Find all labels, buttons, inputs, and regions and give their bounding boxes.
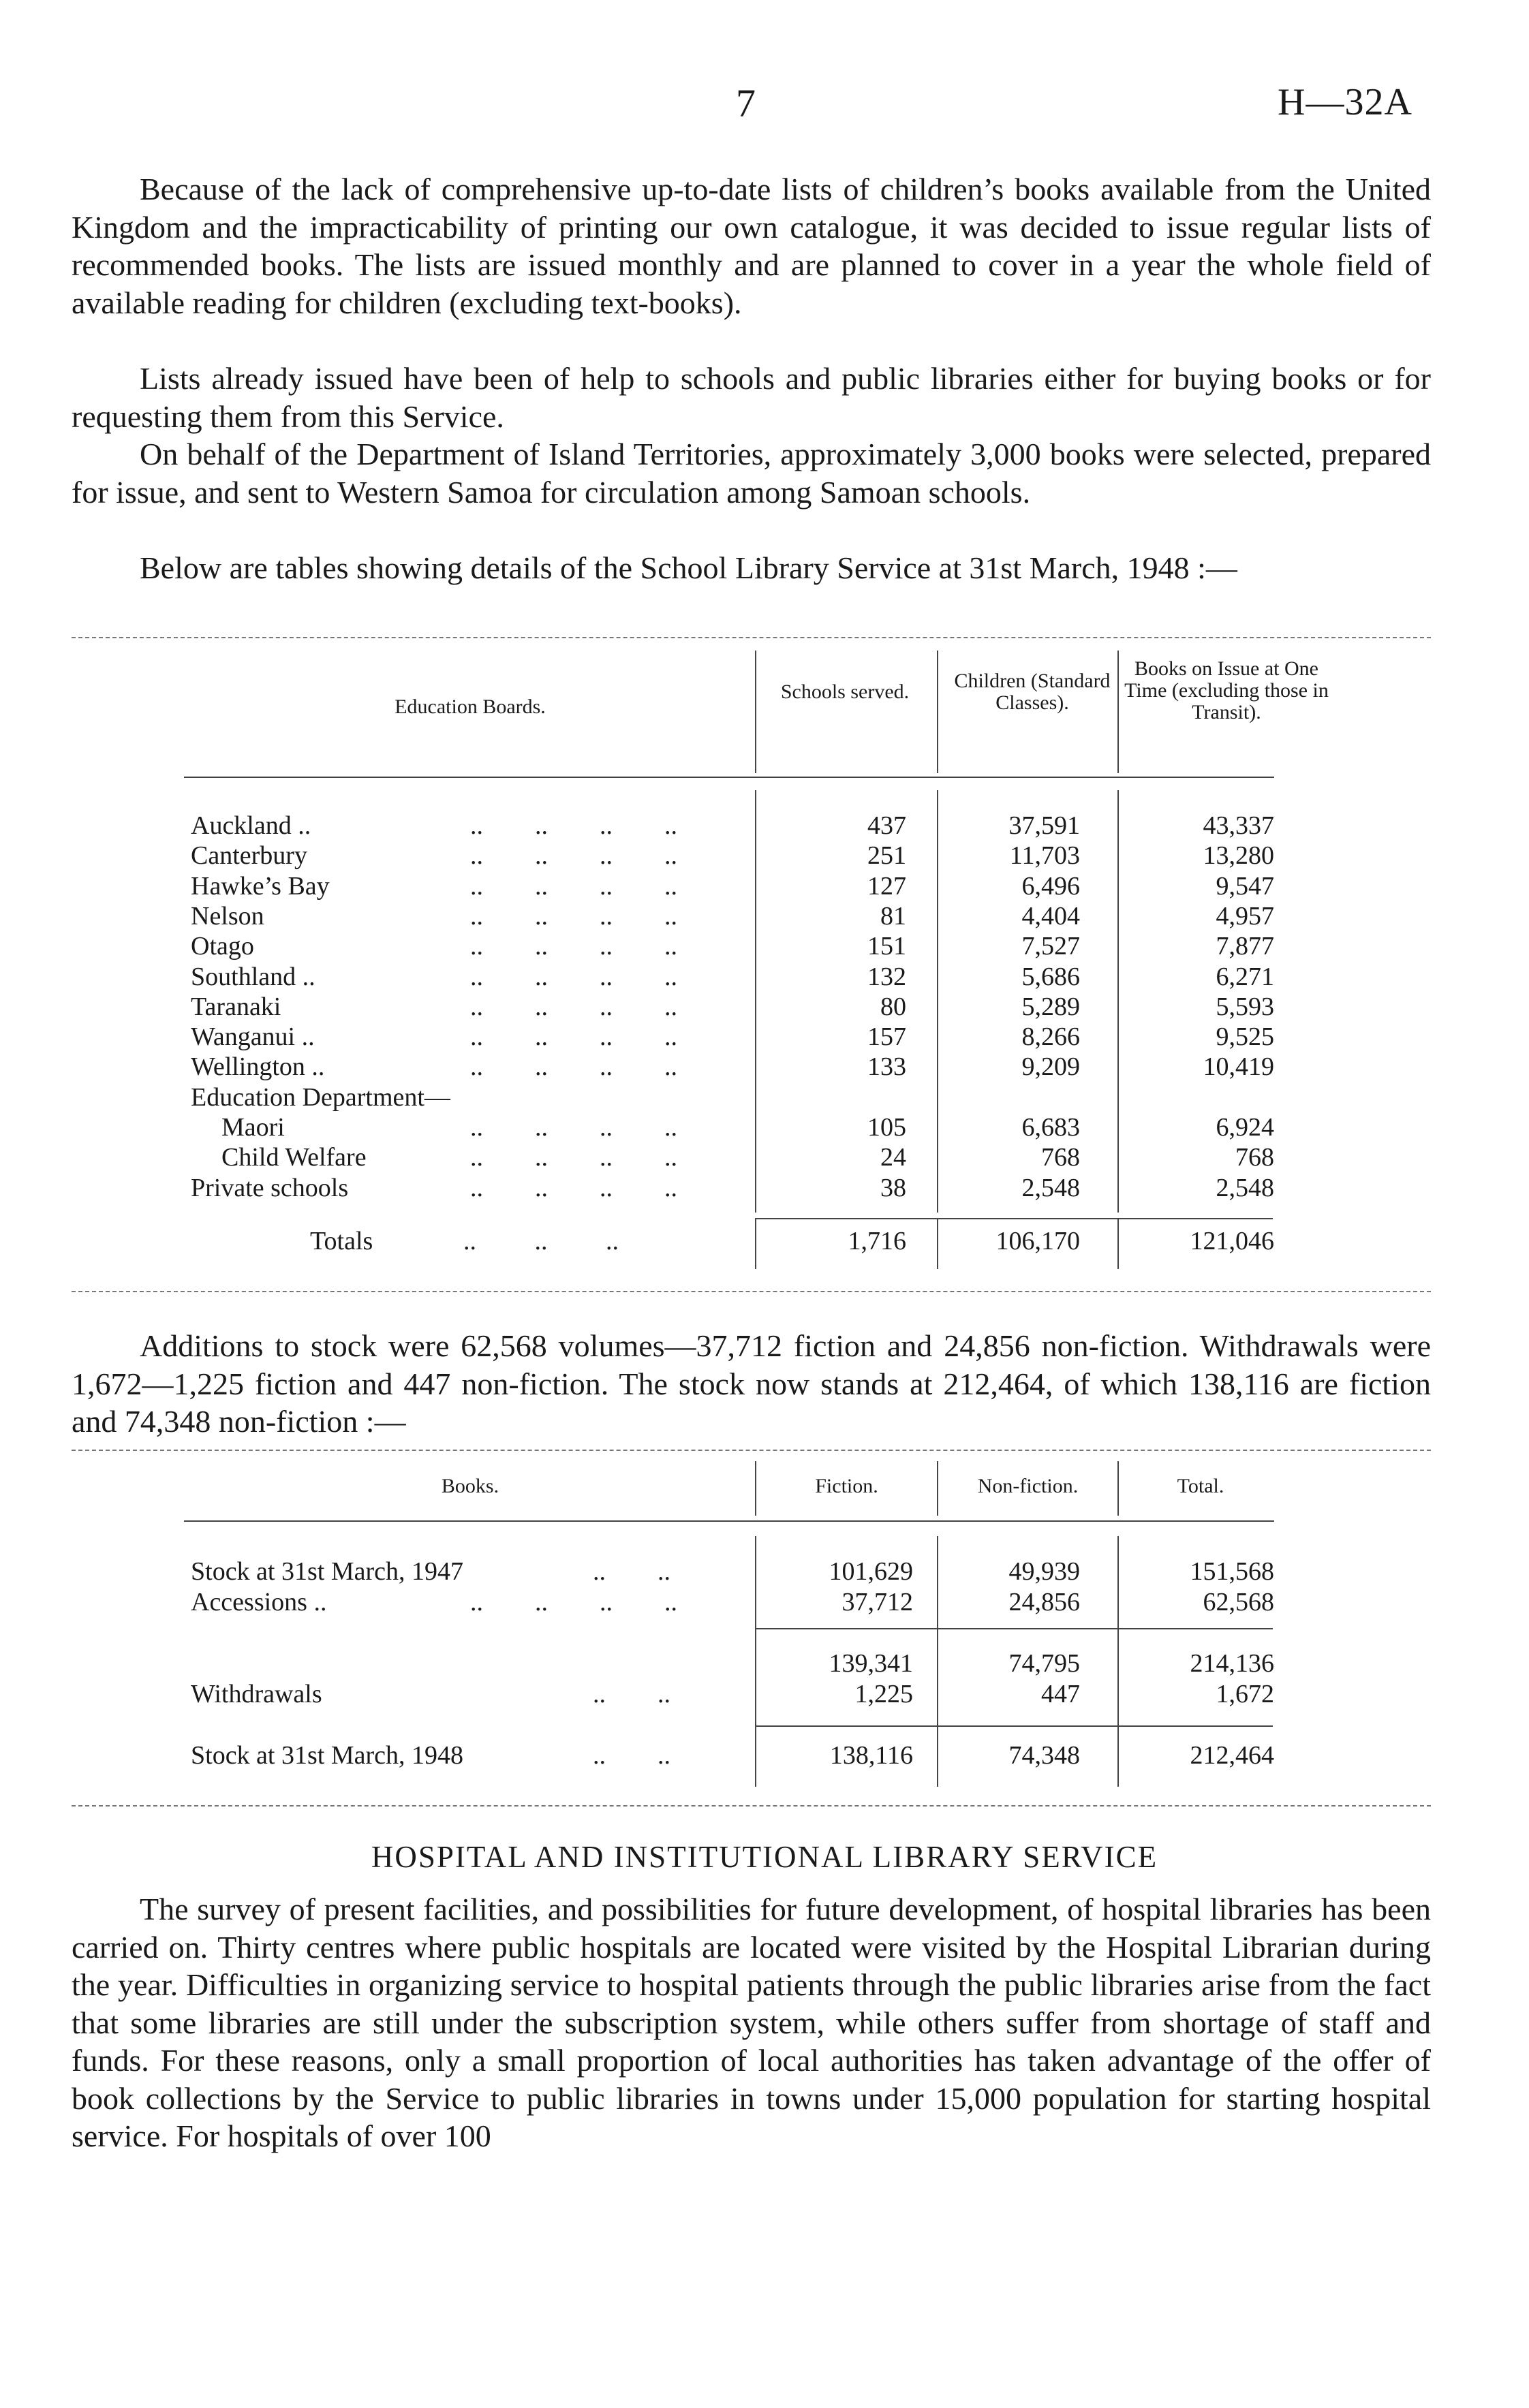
leader-dots: .. .. .. .. bbox=[470, 1588, 677, 1616]
stock-row-label: Accessions .. bbox=[191, 1588, 327, 1616]
column-divider bbox=[755, 1461, 756, 1516]
column-divider bbox=[937, 651, 938, 773]
nonfiction-value: 24,856 bbox=[1008, 1588, 1080, 1616]
leader-dots: .. .. .. .. bbox=[470, 992, 677, 1021]
nonfiction-value: 74,348 bbox=[1008, 1741, 1080, 1770]
board-name: Maori bbox=[221, 1113, 285, 1142]
total-value: 214,136 bbox=[1190, 1649, 1274, 1678]
schools-served: 251 bbox=[867, 841, 906, 871]
paragraph bbox=[72, 549, 1431, 587]
total-value: 1,672 bbox=[1216, 1680, 1274, 1708]
children-count: 768 bbox=[1041, 1143, 1080, 1172]
totals-rule bbox=[755, 1218, 1273, 1219]
header-rule bbox=[184, 1520, 1274, 1522]
section-heading: HOSPITAL AND INSTITUTIONAL LIBRARY SERVICE bbox=[371, 1840, 1158, 1874]
schools-served: 80 bbox=[880, 992, 906, 1021]
board-name: Wanganui .. bbox=[191, 1022, 315, 1052]
column-divider bbox=[937, 1461, 938, 1516]
header-children: Children (Standard Classes). bbox=[954, 670, 1111, 714]
paragraph bbox=[72, 170, 1431, 322]
board-name: Hawke’s Bay bbox=[191, 871, 330, 901]
header-total: Total. bbox=[1177, 1475, 1224, 1497]
column-divider bbox=[755, 651, 756, 773]
paragraph bbox=[72, 435, 1431, 511]
fiction-value: 139,341 bbox=[829, 1649, 913, 1678]
leader-dots: .. .. .. .. bbox=[470, 841, 677, 871]
leader-dots: .. .. bbox=[593, 1557, 670, 1586]
paragraph bbox=[72, 1890, 1431, 2155]
schools-served: 437 bbox=[867, 811, 906, 840]
paragraph-text: Below are tables showing details of the School Library Service at 31st March, 1948 :— bbox=[140, 550, 1237, 585]
column-divider bbox=[1117, 651, 1119, 773]
fiction-value: 37,712 bbox=[841, 1588, 913, 1616]
board-name: Education Department— bbox=[191, 1082, 450, 1112]
column-divider bbox=[1117, 1461, 1119, 1516]
books-on-issue: 7,877 bbox=[1216, 932, 1274, 961]
paragraph bbox=[72, 1327, 1431, 1441]
fiction-value: 138,116 bbox=[829, 1741, 913, 1770]
total-value: 151,568 bbox=[1190, 1557, 1274, 1586]
leader-dots: .. .. .. .. bbox=[470, 1022, 677, 1052]
leader-dots: .. .. bbox=[593, 1680, 670, 1708]
children-count: 6,683 bbox=[1021, 1113, 1080, 1142]
header-rule bbox=[184, 777, 1274, 778]
leader-dots: .. .. .. .. bbox=[470, 901, 677, 931]
leader-dots: .. .. .. .. bbox=[470, 1052, 677, 1082]
subtotal-rule bbox=[755, 1725, 1273, 1727]
stock-row-label: Withdrawals bbox=[191, 1680, 322, 1708]
books-on-issue: 9,525 bbox=[1216, 1022, 1274, 1052]
total-value: 62,568 bbox=[1203, 1588, 1274, 1616]
column-divider bbox=[1117, 1218, 1119, 1269]
column-divider bbox=[937, 1536, 938, 1787]
column-divider bbox=[755, 790, 756, 1213]
leader-dots: .. .. .. .. bbox=[470, 811, 677, 840]
table-bottom-rule bbox=[72, 1291, 1431, 1292]
stock-row-label: Stock at 31st March, 1947 bbox=[191, 1557, 464, 1586]
books-on-issue: 2,548 bbox=[1216, 1173, 1274, 1202]
paragraph-text: Lists already issued have been of help to schools and public libraries either for buying books or for requesting them from this Service. bbox=[72, 361, 1431, 434]
board-name: Otago bbox=[191, 932, 254, 961]
board-name: Nelson bbox=[191, 901, 264, 931]
children-count: 11,703 bbox=[1009, 841, 1080, 871]
schools-served: 132 bbox=[867, 962, 906, 991]
column-divider bbox=[1117, 790, 1119, 1213]
board-name: Southland .. bbox=[191, 962, 315, 991]
paragraph-text: Additions to stock were 62,568 volumes—37,712 fiction and 24,856 non-fiction. Withdrawals were 1,672—1,225 fiction and 447 non-fiction. The stock now stands at 212,464, of which 138,116 are fiction and 74,348 non-fiction :— bbox=[72, 1328, 1431, 1439]
header-education-boards: Education Boards. bbox=[395, 695, 546, 718]
table-bottom-rule bbox=[72, 1805, 1431, 1807]
leader-dots: .. .. .. .. bbox=[470, 1143, 677, 1172]
paragraph bbox=[72, 360, 1431, 435]
schools-served: 151 bbox=[867, 932, 906, 961]
children-count: 5,289 bbox=[1021, 992, 1080, 1021]
totals-label: Totals bbox=[310, 1227, 373, 1255]
children-count: 8,266 bbox=[1021, 1022, 1080, 1052]
totals-schools: 1,716 bbox=[848, 1227, 906, 1255]
subtotal-rule bbox=[755, 1628, 1273, 1629]
schools-served: 105 bbox=[867, 1113, 906, 1142]
books-on-issue: 43,337 bbox=[1203, 811, 1274, 840]
leader-dots: .. .. .. bbox=[463, 1227, 619, 1255]
books-on-issue: 13,280 bbox=[1203, 841, 1274, 871]
paragraph-text: On behalf of the Department of Island Territories, approximately 3,000 books were selected, prepared for issue, and sent to Western Samoa for circulation among Samoan schools. bbox=[72, 437, 1431, 510]
nonfiction-value: 49,939 bbox=[1008, 1557, 1080, 1586]
leader-dots: .. .. .. .. bbox=[470, 871, 677, 901]
children-count: 9,209 bbox=[1021, 1052, 1080, 1082]
nonfiction-value: 74,795 bbox=[1008, 1649, 1080, 1678]
column-divider bbox=[937, 790, 938, 1213]
stock-row-label: Stock at 31st March, 1948 bbox=[191, 1741, 464, 1770]
books-on-issue: 10,419 bbox=[1203, 1052, 1274, 1082]
header-nonfiction: Non-fiction. bbox=[977, 1475, 1079, 1497]
books-on-issue: 9,547 bbox=[1216, 871, 1274, 901]
header-books-on-issue: Books on Issue at One Time (excluding those in Transit). bbox=[1124, 657, 1329, 723]
column-divider bbox=[755, 1218, 756, 1269]
children-count: 2,548 bbox=[1021, 1173, 1080, 1202]
leader-dots: .. .. bbox=[593, 1741, 670, 1770]
children-count: 37,591 bbox=[1008, 811, 1080, 840]
document-code: H—32A bbox=[1278, 81, 1412, 123]
children-count: 7,527 bbox=[1021, 932, 1080, 961]
header-fiction: Fiction. bbox=[815, 1475, 878, 1497]
paragraph-text: Because of the lack of comprehensive up-to-date lists of children’s books available from the United Kingdom and the impracticability of printing our own catalogue, it was decided to issue regular lists of recommended books. The lists are issued monthly and are planned to cover in a year the whole field of available reading for children (excluding text-books). bbox=[72, 172, 1431, 320]
page-number: 7 bbox=[736, 81, 756, 125]
books-on-issue: 768 bbox=[1235, 1143, 1274, 1172]
board-name: Child Welfare bbox=[221, 1143, 367, 1172]
schools-served: 81 bbox=[880, 901, 906, 931]
schools-served: 24 bbox=[880, 1143, 906, 1172]
board-name: Canterbury bbox=[191, 841, 307, 871]
schools-served: 127 bbox=[867, 871, 906, 901]
board-name: Wellington .. bbox=[191, 1052, 325, 1082]
fiction-value: 1,225 bbox=[854, 1680, 913, 1708]
schools-served: 157 bbox=[867, 1022, 906, 1052]
table-top-rule bbox=[72, 637, 1431, 638]
fiction-value: 101,629 bbox=[829, 1557, 913, 1586]
board-name: Auckland .. bbox=[191, 811, 311, 840]
column-divider bbox=[937, 1218, 938, 1269]
total-value: 212,464 bbox=[1190, 1741, 1274, 1770]
table-top-rule bbox=[72, 1450, 1431, 1451]
leader-dots: .. .. .. .. bbox=[470, 932, 677, 961]
children-count: 4,404 bbox=[1021, 901, 1080, 931]
books-on-issue: 5,593 bbox=[1216, 992, 1274, 1021]
header-schools-served: Schools served. bbox=[780, 681, 910, 703]
leader-dots: .. .. .. .. bbox=[470, 1173, 677, 1202]
totals-children: 106,170 bbox=[995, 1227, 1080, 1255]
nonfiction-value: 447 bbox=[1041, 1680, 1080, 1708]
books-on-issue: 6,924 bbox=[1216, 1113, 1274, 1142]
paragraph-text: The survey of present facilities, and possibilities for future development, of hospital libraries has been carried on. Thirty centres where public hospitals are located were visited by the Hospital Librarian during the year. Difficulties in organizing service to hospital patients through the public libraries arise from the fact that some libraries are still under the subscription system, while others suffer from shortage of staff and funds. For these reasons, only a small proportion of local authorities has taken advantage of the offer of book collections by the Service to public libraries in towns under 15,000 population for starting hospital service. For hospitals of over 100 bbox=[72, 1892, 1431, 2153]
board-name: Private schools bbox=[191, 1173, 349, 1202]
books-on-issue: 6,271 bbox=[1216, 962, 1274, 991]
children-count: 5,686 bbox=[1021, 962, 1080, 991]
board-name: Taranaki bbox=[191, 992, 281, 1021]
header-books: Books. bbox=[441, 1475, 499, 1497]
column-divider bbox=[1117, 1536, 1119, 1787]
leader-dots: .. .. .. .. bbox=[470, 1113, 677, 1142]
books-on-issue: 4,957 bbox=[1216, 901, 1274, 931]
column-divider bbox=[755, 1536, 756, 1787]
schools-served: 38 bbox=[880, 1173, 906, 1202]
children-count: 6,496 bbox=[1021, 871, 1080, 901]
schools-served: 133 bbox=[867, 1052, 906, 1082]
leader-dots: .. .. .. .. bbox=[470, 962, 677, 991]
totals-books: 121,046 bbox=[1190, 1227, 1274, 1255]
